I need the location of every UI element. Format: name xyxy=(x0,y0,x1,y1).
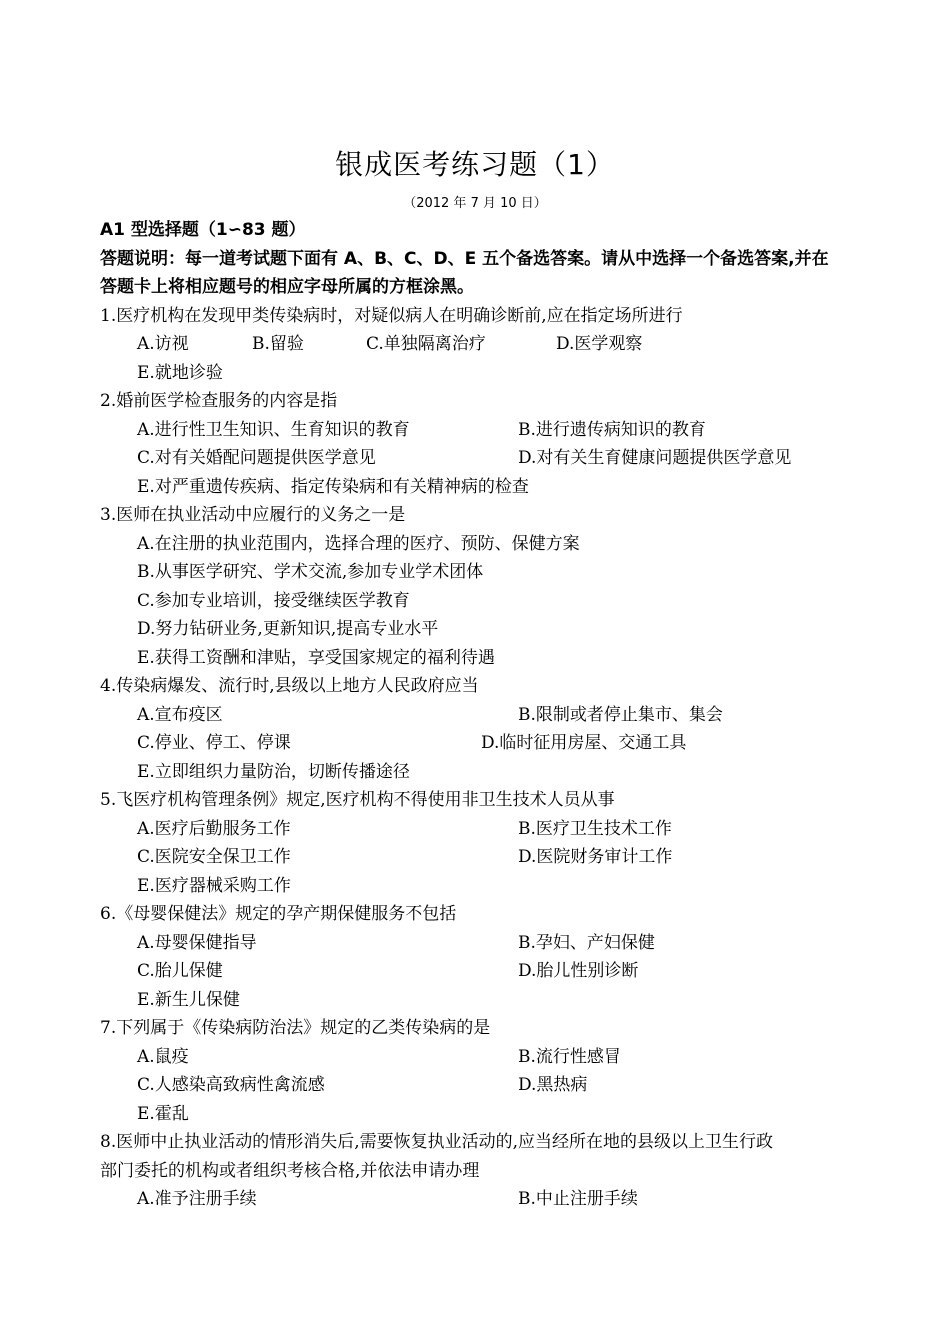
option-b: B.中止注册手续 xyxy=(518,1189,638,1209)
question-stem: 4.传染病爆发、流行时,县级以上地方人民政府应当 xyxy=(100,676,479,696)
option-c: C.医院安全保卫工作 xyxy=(137,847,291,867)
option-b: B.流行性感冒 xyxy=(518,1046,621,1067)
question-stem: 8.医师中止执业活动的情形消失后,需要恢复执业活动的,应当经所在地的县级以上卫生行政 xyxy=(100,1132,774,1152)
option-row xyxy=(100,1043,860,1072)
option-c: C.胎儿保健 xyxy=(137,961,223,981)
option-row xyxy=(100,758,860,787)
option-row xyxy=(100,558,860,587)
option-b: B.限制或者停止集市、集会 xyxy=(518,704,723,725)
question-stem: 2.婚前医学检查服务的内容是指 xyxy=(100,391,338,411)
option-a: A.访视 xyxy=(137,334,189,354)
option-a: A.鼠疫 xyxy=(137,1046,189,1067)
instructions-line-1: 答题说明：每一道考试题下面有 A、B、C、D、E 五个备选答案。请从中选择一个备选答案,并在 xyxy=(100,248,829,269)
option-a: A.在注册的执业范围内，选择合理的医疗、预防、保健方案 xyxy=(137,533,580,554)
option-row xyxy=(100,587,860,616)
question-content xyxy=(100,216,860,1214)
option-e: E.立即组织力量防治，切断传播途径 xyxy=(137,761,410,782)
option-row xyxy=(100,1100,860,1129)
question-stem: 1.医疗机构在发现甲类传染病时，对疑似病人在明确诊断前,应在指定场所进行 xyxy=(100,305,683,326)
option-row xyxy=(100,815,860,844)
option-e: E.就地诊验 xyxy=(137,362,223,383)
option-b: B.孕妇、产妇保健 xyxy=(518,932,655,953)
option-d: D.努力钻研业务,更新知识,提高专业水平 xyxy=(137,619,439,639)
option-e: E.医疗器械采购工作 xyxy=(137,875,291,896)
option-c: C.单独隔离治疗 xyxy=(366,334,486,354)
option-row xyxy=(100,615,860,644)
question-stem: 5.飞医疗机构管理条例》规定,医疗机构不得使用非卫生技术人员从事 xyxy=(100,790,615,810)
option-row xyxy=(100,701,860,730)
option-b: B.从事医学研究、学术交流,参加专业学术团体 xyxy=(137,562,484,582)
option-row xyxy=(100,644,860,673)
option-row xyxy=(100,330,860,359)
question-stem: 6.《母婴保健法》规定的孕产期保健服务不包括 xyxy=(100,904,457,924)
question-stem-continued: 部门委托的机构或者组织考核合格,并依法申请办理 xyxy=(100,1160,480,1181)
option-row xyxy=(100,444,860,473)
option-d: D.临时征用房屋、交通工具 xyxy=(481,733,687,753)
question-stem: 3.医师在执业活动中应履行的义务之一是 xyxy=(100,505,406,525)
option-b: B.医疗卫生技术工作 xyxy=(518,818,672,839)
option-e: E.霍乱 xyxy=(137,1103,189,1124)
option-b: B.留验 xyxy=(252,334,304,354)
option-e: E.获得工资酬和津贴，享受国家规定的福利待遇 xyxy=(137,647,495,668)
option-c: C.人感染高致病性禽流感 xyxy=(137,1075,325,1095)
option-row xyxy=(100,416,860,445)
option-d: D.黑热病 xyxy=(518,1075,588,1095)
option-a: A.进行性卫生知识、生育知识的教育 xyxy=(137,419,410,440)
option-row xyxy=(100,729,860,758)
option-a: A.宣布疫区 xyxy=(137,704,223,725)
option-c: C.停业、停工、停课 xyxy=(137,733,291,753)
option-c: C.对有关婚配问题提供医学意见 xyxy=(137,448,376,468)
option-a: A.医疗后勤服务工作 xyxy=(137,818,291,839)
option-b: B.进行遗传病知识的教育 xyxy=(518,419,706,440)
option-row xyxy=(100,986,860,1015)
section-heading: A1 型选择题（1∽83 题） xyxy=(100,220,306,240)
question-stem: 7.下列属于《传染病防治法》规定的乙类传染病的是 xyxy=(100,1018,491,1038)
option-row xyxy=(100,1071,860,1100)
option-a: A.母婴保健指导 xyxy=(137,932,257,953)
option-c: C.参加专业培训，接受继续医学教育 xyxy=(137,590,410,611)
option-a: A.准予注册手续 xyxy=(137,1189,257,1209)
option-row xyxy=(100,929,860,958)
option-row xyxy=(100,957,860,986)
page-title: 银成医考练习题（1） xyxy=(335,148,615,181)
option-row xyxy=(100,843,860,872)
option-row xyxy=(100,1185,860,1214)
page-date: （2012 年 7 月 10 日） xyxy=(403,196,547,211)
option-e: E.对严重遗传疾病、指定传染病和有关精神病的检查 xyxy=(137,476,529,497)
option-d: D.医院财务审计工作 xyxy=(518,847,673,867)
option-d: D.医学观察 xyxy=(556,334,643,354)
option-row xyxy=(100,473,860,502)
instructions-line-2: 答题卡上将相应题号的相应字母所属的方框涂黑。 xyxy=(100,277,474,297)
option-d: D.对有关生育健康问题提供医学意见 xyxy=(518,448,792,468)
option-e: E.新生儿保健 xyxy=(137,989,240,1010)
option-row xyxy=(100,872,860,901)
option-row xyxy=(100,530,860,559)
option-row xyxy=(100,359,860,388)
option-d: D.胎儿性别诊断 xyxy=(518,961,639,981)
